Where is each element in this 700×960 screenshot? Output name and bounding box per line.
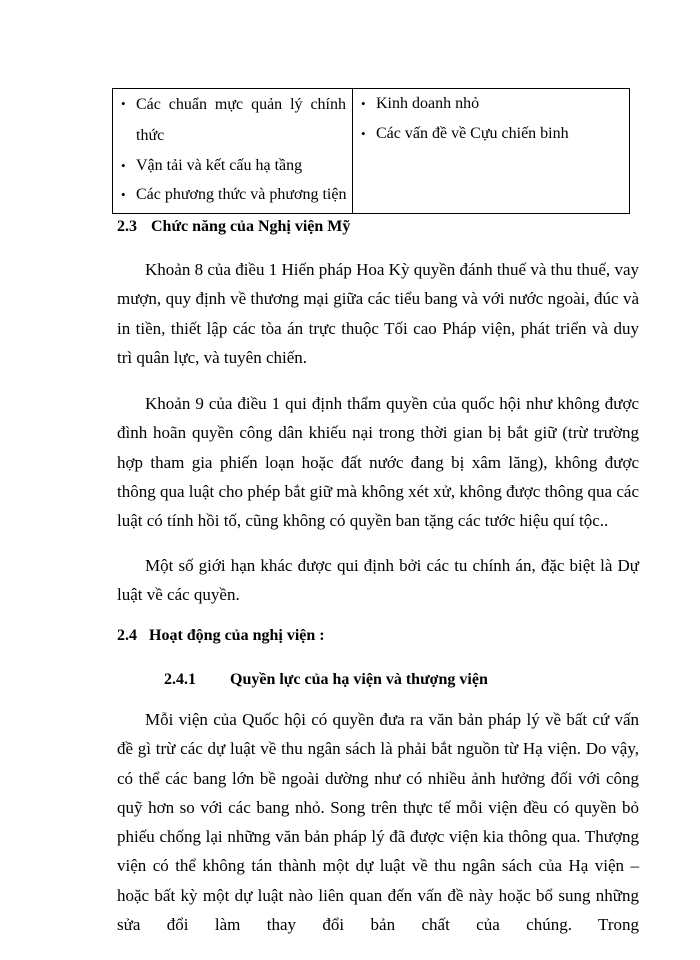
section-2-3-paragraph bbox=[117, 255, 639, 372]
bullet-icon: • bbox=[361, 126, 366, 141]
table-right-item-text: Các vấn đề về Cựu chiến binh bbox=[376, 125, 569, 142]
bullet-icon: • bbox=[361, 96, 366, 111]
section-heading-2-4-1 bbox=[164, 670, 488, 690]
section-number: 2.3 bbox=[117, 218, 137, 235]
table-right-item bbox=[361, 123, 621, 145]
table-left-item-text: Các phương thức và phương tiện bbox=[136, 186, 347, 203]
section-heading-2-3 bbox=[117, 217, 350, 237]
section-title: Quyền lực của hạ viện và thượng viện bbox=[230, 671, 488, 688]
table-left-item bbox=[121, 184, 351, 206]
bullet-icon: • bbox=[121, 187, 126, 202]
table-right-item-text: Kinh doanh nhỏ bbox=[376, 95, 480, 112]
table-left-item bbox=[121, 93, 346, 151]
table-right-item bbox=[361, 93, 621, 115]
section-number: 2.4.1 bbox=[164, 671, 196, 688]
table-left-item bbox=[121, 155, 346, 177]
section-title: Hoạt động của nghị viện : bbox=[149, 627, 325, 644]
section-title: Chức năng của Nghị viện Mỹ bbox=[151, 218, 351, 235]
paragraph: Khoản 9 của điều 1 qui định thẩm quyền của quốc hội như không được đình hoãn quyền công dân khiếu nại trong thời gian bị bắt giữ (trừ trường hợp tham gia phiến loạn hoặc đất nước đang bị xâm lăng), không được thông qua luật cho phép bắt giữ mà không xét xử, không được thông qua các luật có tính hồi tố, cũng không có quyền ban tặng các tước hiệu quí tộc.. bbox=[117, 394, 639, 531]
table-column-divider bbox=[352, 89, 353, 213]
table-left-item-text: Vận tải và kết cấu hạ tầng bbox=[136, 157, 303, 174]
section-2-3-paragraph bbox=[117, 389, 639, 535]
paragraph: Khoản 8 của điều 1 Hiến pháp Hoa Kỳ quyền đánh thuế và thu thuế, vay mượn, quy định về thương mại giữa các tiểu bang và với nước ngoài, đúc và in tiền, thiết lập các tòa án trực thuộc Tối cao Pháp viện, phát triển và duy trì quân lực, và tuyên chiến. bbox=[117, 260, 639, 367]
section-number: 2.4 bbox=[117, 627, 137, 644]
paragraph: Một số giới hạn khác được qui định bởi các tu chính án, đặc biệt là Dự luật về các quyền. bbox=[117, 556, 639, 605]
paragraph: Mỗi viện của Quốc hội có quyền đưa ra văn bản pháp lý về bất cứ vấn đề gì trừ các dự luật về thu ngân sách là phải bắt nguồn từ Hạ viện. Do vậy, có thể các bang lớn bề ngoài dường như có nhiều ảnh hưởng đối với công quỹ hơn so với các bang nhỏ. Song trên thực tế mỗi viện đều có quyền bỏ phiếu chống lại những văn bản pháp lý đã được viện kia thông qua. Thượng viện có thể không tán thành một dự luật về thu ngân sách của Hạ viện – hoặc bất kỳ một dự luật nào liên quan đến vấn đề này hoặc bổ sung những sửa đổi làm thay đổi bản chất của chúng. Trong bbox=[117, 710, 639, 935]
section-2-3-paragraph bbox=[117, 551, 639, 610]
committee-table bbox=[112, 88, 630, 214]
bullet-icon: • bbox=[121, 158, 126, 173]
bullet-icon: • bbox=[121, 96, 126, 111]
table-left-item-text: Các chuẩn mực quản lý chính thức bbox=[136, 96, 346, 144]
section-2-4-1-paragraph bbox=[117, 705, 639, 939]
section-heading-2-4 bbox=[117, 626, 325, 646]
